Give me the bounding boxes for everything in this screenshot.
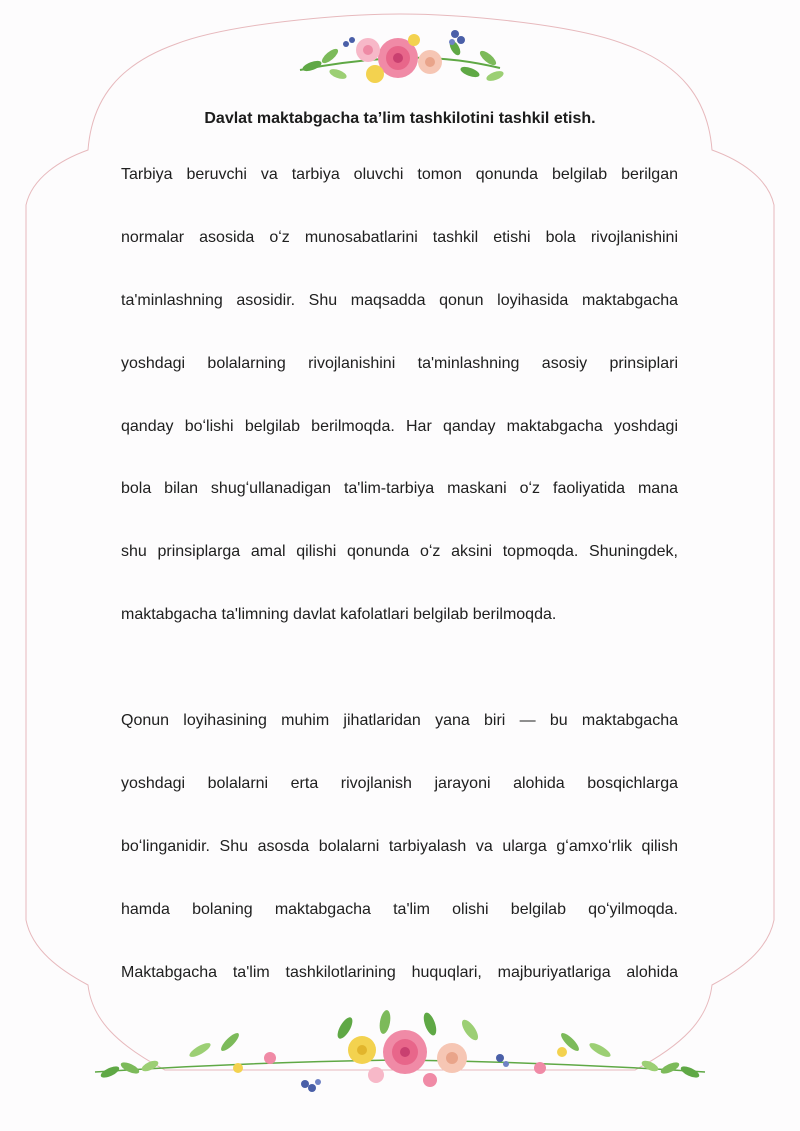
text-line: shu prinsiplarga amal qilishi qonunda oʻz aksini topmoqda. Shuningdek, [121,543,678,561]
document-title: Davlat maktabgacha ta’lim tashkilotini tashkil etish. [204,110,596,127]
paragraph-2 [121,690,678,1004]
text-line: bola bilan shugʻullanadigan ta'lim-tarbiya maskani oʻz faoliyatida mana [121,480,678,498]
text-line: yoshdagi bolalarni erta rivojlanish jarayoni alohida bosqichlarga [121,774,678,792]
text-line: maktabgacha ta'limning davlat kafolatlari belgilab berilmoqda. [121,606,557,624]
text-line: ta'minlashning asosidir. Shu maqsadda qonun loyihasida maktabgacha [121,291,678,309]
text-line: normalar asosida oʻz munosabatlarini tashkil etishi bola rivojlanishini [121,228,678,246]
text-line: Maktabgacha ta'lim tashkilotlarining huquqlari, majburiyatlariga alohida [121,963,678,981]
text-line: qanday boʻlishi belgilab berilmoqda. Har qanday maktabgacha yoshdagi [121,417,678,435]
text-line: Qonun loyihasining muhim jihatlaridan yana biri — bu maktabgacha [121,712,678,729]
text-line: boʻlinganidir. Shu asosda bolalarni tarbiyalash va ularga gʻamxoʻrlik qilish [121,837,678,855]
paragraph-1 [121,144,678,647]
text-line: yoshdagi bolalarning rivojlanishini ta'minlashning asosiy prinsiplari [121,354,678,372]
text-line: hamda bolaning maktabgacha ta'lim olishi belgilab qoʻyilmoqda. [121,900,678,918]
top-floral-icon [300,30,505,83]
text-line: Tarbiya beruvchi va tarbiya oluvchi tomon qonunda belgilab berilgan [121,166,678,183]
bottom-floral-icon [95,1009,705,1092]
